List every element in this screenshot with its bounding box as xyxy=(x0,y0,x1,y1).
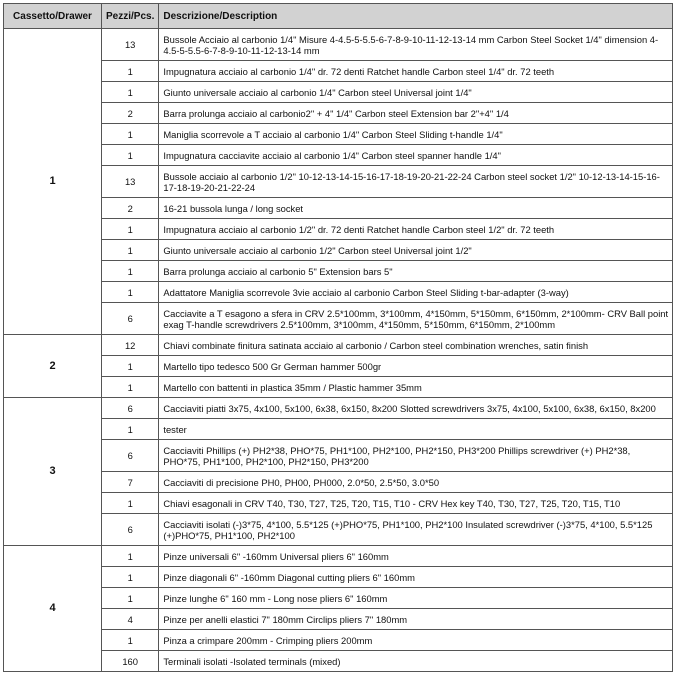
description-cell: Impugnatura acciaio al carbonio 1/4" dr. 72 denti Ratchet handle Carbon steel 1/4" dr. 72 teeth xyxy=(159,61,673,82)
description-cell: Cacciaviti piatti 3x75, 4x100, 5x100, 6x38, 6x150, 8x200 Slotted screwdrivers 3x75, 4x100, 5x100, 6x38, 6x150, 8x200 xyxy=(159,398,673,419)
description-cell: Chiavi esagonali in CRV T40, T30, T27, T25, T20, T15, T10 - CRV Hex key T40, T30, T27, T25, T20, T15, T10 xyxy=(159,493,673,514)
quantity-cell: 1 xyxy=(102,282,159,303)
quantity-cell: 1 xyxy=(102,377,159,398)
quantity-cell: 13 xyxy=(102,29,159,61)
table-row xyxy=(4,82,673,103)
quantity-cell: 6 xyxy=(102,303,159,335)
table-row xyxy=(4,514,673,546)
description-cell: Barra prolunga acciaio al carbonio 5" Extension bars 5" xyxy=(159,261,673,282)
description-cell: Pinze per anelli elastici 7" 180mm Circlips pliers 7" 180mm xyxy=(159,609,673,630)
table-row xyxy=(4,29,673,61)
quantity-cell: 2 xyxy=(102,198,159,219)
quantity-cell: 7 xyxy=(102,472,159,493)
quantity-cell: 1 xyxy=(102,588,159,609)
quantity-cell: 1 xyxy=(102,493,159,514)
table-row xyxy=(4,588,673,609)
table-row xyxy=(4,440,673,472)
description-cell: Giunto universale acciaio al carbonio 1/4" Carbon steel Universal joint 1/4" xyxy=(159,82,673,103)
description-cell: Martello con battenti in plastica 35mm / Plastic hammer 35mm xyxy=(159,377,673,398)
table-row xyxy=(4,335,673,356)
table-row xyxy=(4,630,673,651)
table-row xyxy=(4,145,673,166)
quantity-cell: 1 xyxy=(102,240,159,261)
table-row xyxy=(4,261,673,282)
table-row xyxy=(4,166,673,198)
description-cell: Cacciavite a T esagono a sfera in CRV 2.5*100mm, 3*100mm, 4*150mm, 5*150mm, 6*150mm, 2*100mm- CRV Ball point exag T-handle screwdrivers 2.5*100mm, 3*100mm, 4*150mm, 5*150mm, 6*150mm, 2*100mm xyxy=(159,303,673,335)
description-cell: Pinze universali 6" -160mm Universal pliers 6" 160mm xyxy=(159,546,673,567)
quantity-cell: 2 xyxy=(102,103,159,124)
table-row xyxy=(4,377,673,398)
quantity-cell: 6 xyxy=(102,440,159,472)
description-cell: Terminali isolati -Isolated terminals (mixed) xyxy=(159,651,673,672)
description-cell: Maniglia scorrevole a T acciaio al carbonio 1/4" Carbon Steel Sliding t-handle 1/4" xyxy=(159,124,673,145)
quantity-cell: 1 xyxy=(102,356,159,377)
table-row xyxy=(4,103,673,124)
table-row xyxy=(4,240,673,261)
table-header xyxy=(4,4,673,29)
quantity-cell: 1 xyxy=(102,261,159,282)
description-cell: Pinze diagonali 6" -160mm Diagonal cutting pliers 6" 160mm xyxy=(159,567,673,588)
description-cell: Adattatore Maniglia scorrevole 3vie acciaio al carbonio Carbon Steel Sliding t-bar-adapter (3-way) xyxy=(159,282,673,303)
description-column-header: Descrizione/Description xyxy=(159,4,673,29)
table-row xyxy=(4,493,673,514)
table-row xyxy=(4,303,673,335)
description-cell: Chiavi combinate finitura satinata acciaio al carbonio / Carbon steel combination wrenches, satin finish xyxy=(159,335,673,356)
table-row xyxy=(4,651,673,672)
drawer-number-cell: 2 xyxy=(4,335,102,398)
description-cell: Cacciaviti isolati (-)3*75, 4*100, 5.5*125 (+)PHO*75, PH1*100, PH2*100 Insulated screwdriver (-)3*75, 4*100, 5.5*125 (+)PHO*75, PH1*100, PH2*100 xyxy=(159,514,673,546)
quantity-column-header: Pezzi/Pcs. xyxy=(102,4,159,29)
table-row xyxy=(4,398,673,419)
description-cell: Pinza a crimpare 200mm - Crimping pliers 200mm xyxy=(159,630,673,651)
description-cell: Giunto universale acciaio al carbonio 1/2" Carbon steel Universal joint 1/2" xyxy=(159,240,673,261)
table-row xyxy=(4,61,673,82)
description-cell: Bussole Acciaio al carbonio 1/4" Misure 4-4.5-5-5.5-6-7-8-9-10-11-12-13-14 mm Carbon Steel Socket 1/4" dimension 4-4.5-5-5.5-6-7-8-9-10-11-12-13-14 mm xyxy=(159,29,673,61)
quantity-cell: 12 xyxy=(102,335,159,356)
description-cell: Pinze lunghe 6" 160 mm - Long nose pliers 6" 160mm xyxy=(159,588,673,609)
table-row xyxy=(4,472,673,493)
quantity-cell: 1 xyxy=(102,567,159,588)
quantity-cell: 1 xyxy=(102,630,159,651)
quantity-cell: 160 xyxy=(102,651,159,672)
quantity-cell: 1 xyxy=(102,124,159,145)
description-cell: Impugnatura acciaio al carbonio 1/2" dr. 72 denti Ratchet handle Carbon steel 1/2" dr. 72 teeth xyxy=(159,219,673,240)
table-row xyxy=(4,124,673,145)
components-table xyxy=(3,3,673,672)
table-row xyxy=(4,198,673,219)
table-row xyxy=(4,356,673,377)
quantity-cell: 4 xyxy=(102,609,159,630)
table-body xyxy=(4,29,673,672)
table-row xyxy=(4,567,673,588)
drawer-number-cell: 3 xyxy=(4,398,102,546)
drawer-number-cell: 1 xyxy=(4,29,102,335)
description-cell: 16-21 bussola lunga / long socket xyxy=(159,198,673,219)
description-cell: Cacciaviti Phillips (+) PH2*38, PHO*75, PH1*100, PH2*100, PH2*150, PH3*200 Phillips screwdriver (+) PH2*38, PHO*75, PH1*100, PH2*100, PH2*150, PH3*200 xyxy=(159,440,673,472)
description-cell: Bussole acciaio al carbonio 1/2" 10-12-13-14-15-16-17-18-19-20-21-22-24 Carbon steel socket 1/2" 10-12-13-14-15-16-17-18-19-20-21-22-24 xyxy=(159,166,673,198)
quantity-cell: 1 xyxy=(102,546,159,567)
description-cell: Cacciaviti di precisione PH0, PH00, PH000, 2.0*50, 2.5*50, 3.0*50 xyxy=(159,472,673,493)
table-row xyxy=(4,419,673,440)
table-row xyxy=(4,219,673,240)
description-cell: Impugnatura cacciavite acciaio al carbonio 1/4" Carbon steel spanner handle 1/4" xyxy=(159,145,673,166)
quantity-cell: 1 xyxy=(102,61,159,82)
table-row xyxy=(4,609,673,630)
description-cell: tester xyxy=(159,419,673,440)
quantity-cell: 13 xyxy=(102,166,159,198)
quantity-cell: 1 xyxy=(102,419,159,440)
quantity-cell: 1 xyxy=(102,145,159,166)
description-cell: Martello tipo tedesco 500 Gr German hammer 500gr xyxy=(159,356,673,377)
drawer-number-cell: 4 xyxy=(4,546,102,672)
drawer-column-header: Cassetto/Drawer xyxy=(4,4,102,29)
quantity-cell: 1 xyxy=(102,82,159,103)
quantity-cell: 1 xyxy=(102,219,159,240)
description-cell: Barra prolunga acciaio al carbonio2" + 4" 1/4" Carbon steel Extension bar 2"+4" 1/4 xyxy=(159,103,673,124)
quantity-cell: 6 xyxy=(102,398,159,419)
table-row xyxy=(4,282,673,303)
quantity-cell: 6 xyxy=(102,514,159,546)
header-row xyxy=(4,4,673,29)
table-row xyxy=(4,546,673,567)
